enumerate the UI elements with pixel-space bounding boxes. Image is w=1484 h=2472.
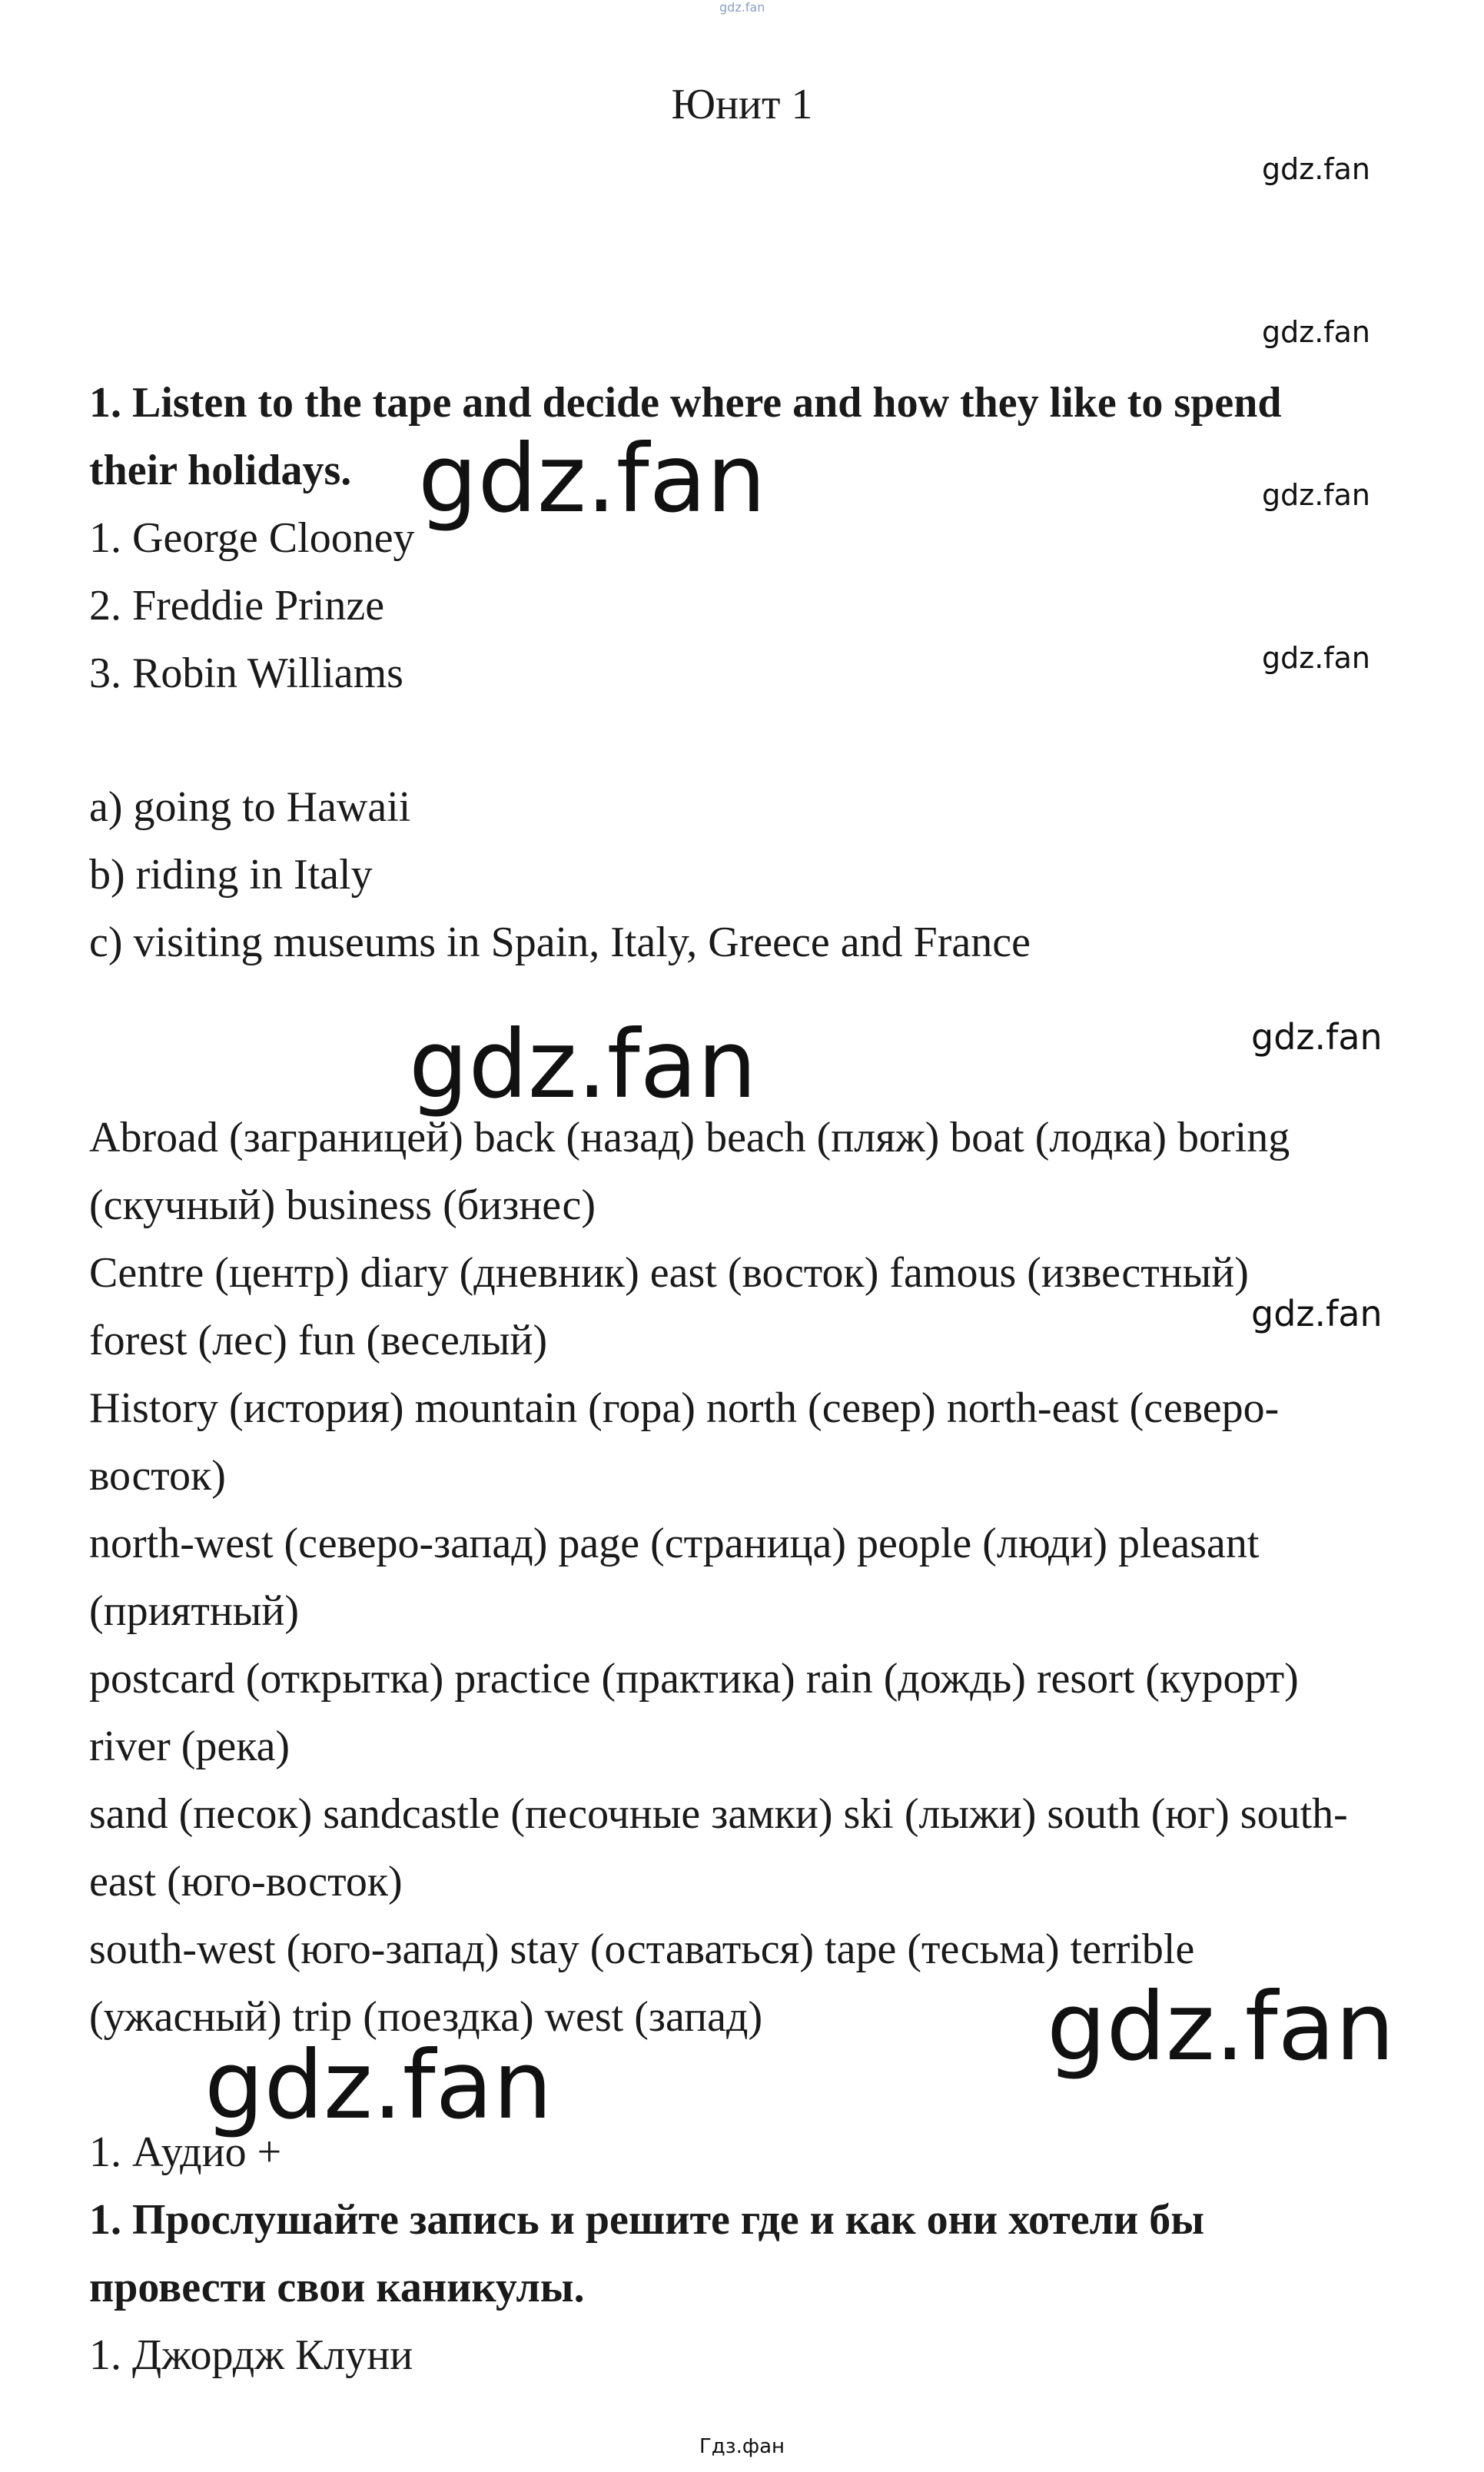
vocab-line: восток) [89,1452,226,1500]
person-item: 2. Freddie Prinze [89,582,385,630]
watermark-small-1: gdz.fan [1262,152,1371,186]
task-ru-heading-line2: провести свои каникулы. [89,2264,585,2311]
watermark-medium-2: gdz.fan [1251,1293,1383,1334]
vocab-line: forest (лес) fun (веселый) [89,1317,548,1364]
watermark-large-4: gdz.fan [204,2031,553,2140]
watermark-small-2: gdz.fan [1262,315,1371,349]
footer-watermark: Гдз.фан [699,2435,785,2458]
option-item: c) visiting museums in Spain, Italy, Greece and France [89,919,1031,966]
vocab-line: (ужасный) trip (поездка) west (запад) [89,1993,763,2041]
watermark-large-3: gdz.fan [1047,1972,1395,2082]
person-item-ru: 1. Джордж Клуни [89,2331,413,2379]
person-item: 1. George Clooney [89,514,415,562]
vocab-line: Abroad (заграницей) back (назад) beach (пляж) boat (лодка) boring [89,1114,1290,1161]
audio-label: 1. Аудио + [89,2128,282,2176]
vocab-line: river (река) [89,1723,290,1770]
top-watermark: gdz.fan [719,0,765,15]
vocab-line: History (история) mountain (гора) north (север) north-east (северо- [89,1384,1280,1432]
vocab-line: (скучный) business (бизнес) [89,1181,596,1229]
vocab-line: postcard (открытка) practice (практика) rain (дождь) resort (курорт) [89,1655,1299,1703]
watermark-medium-1: gdz.fan [1251,1016,1383,1058]
person-item: 3. Robin Williams [89,650,403,697]
vocab-line: Centre (центр) diary (дневник) east (восток) famous (известный) [89,1249,1249,1297]
watermark-large-2: gdz.fan [409,1010,757,1119]
vocab-line: sand (песок) sandcastle (песочные замки) ski (лыжи) south (юг) south- [89,1790,1348,1838]
watermark-large-1: gdz.fan [418,424,766,533]
watermark-small-4: gdz.fan [1262,641,1371,675]
watermark-small-3: gdz.fan [1262,478,1371,512]
vocab-line: south-west (юго-запад) stay (оставаться) tape (тесьма) terrible [89,1925,1195,1973]
option-item: b) riding in Italy [89,851,373,899]
option-item: a) going to Hawaii [89,783,411,831]
task-ru-heading-line1: 1. Прослушайте запись и решите где и как они хотели бы [89,2196,1205,2244]
task-en-heading-line2: their holidays. [89,447,352,494]
task-en-heading-line1: 1. Listen to the tape and decide where and how they like to spend [89,379,1282,427]
vocab-line: north-west (северо-запад) page (страница) people (люди) pleasant [89,1520,1260,1567]
vocab-line: (приятный) [89,1587,300,1635]
vocab-line: east (юго-восток) [89,1858,403,1906]
page-title: Юнит 1 [671,81,813,128]
